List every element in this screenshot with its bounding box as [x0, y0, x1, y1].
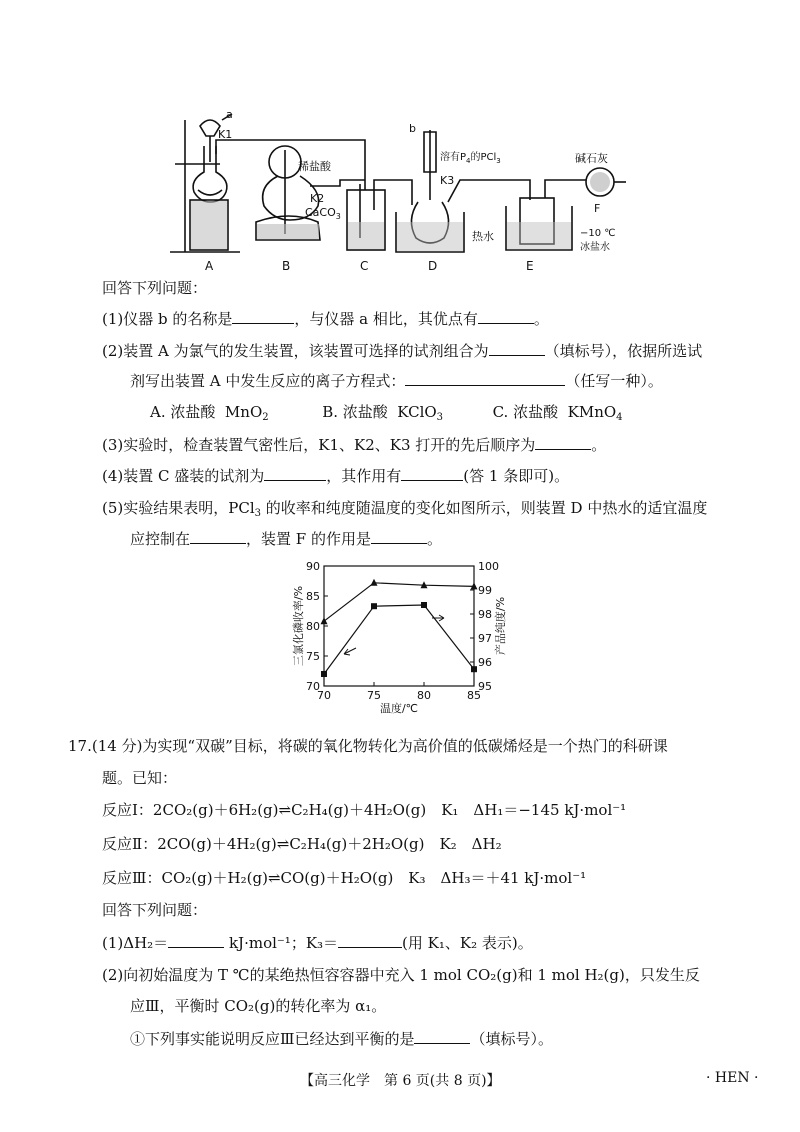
answer-blank[interactable] [489, 340, 545, 356]
label-ice-salt: 冰盐水 [580, 242, 610, 253]
x-tick-label: 70 [317, 689, 331, 702]
yield-purity-chart [282, 560, 522, 725]
label-hot-water: 热水 [472, 230, 494, 243]
q17-part2-line2: 应Ⅲ，平衡时 CO₂(g)的转化率为 α₁。 [130, 997, 387, 1015]
label-B: B [282, 259, 291, 273]
y-right-tick-label: 99 [478, 584, 492, 597]
data-point-purity [371, 579, 378, 586]
label-C: C [360, 259, 369, 273]
y-right-tick-label: 98 [478, 608, 492, 621]
arrow-right-series [432, 615, 444, 621]
answer-blank[interactable] [190, 528, 246, 544]
q17-intro: 回答下列问题： [102, 901, 208, 919]
y-right-tick-label: 100 [478, 560, 499, 573]
label-soda-lime: 碱石灰 [575, 152, 608, 165]
series-line-left [324, 605, 474, 674]
label-temp: −10 ℃ [580, 228, 616, 239]
data-point-yield [371, 603, 377, 609]
answer-blank[interactable] [405, 370, 565, 386]
apparatus-diagram [160, 110, 630, 278]
footer-code: · HEN · [706, 1070, 759, 1086]
x-tick-label: 85 [467, 689, 481, 702]
data-point-purity [321, 617, 328, 624]
q17-part2-line3: ①下列事实能说明反应Ⅲ已经达到平衡的是 （填标号）。 [130, 1030, 553, 1048]
label-b: b [409, 122, 416, 135]
answer-blank[interactable] [414, 1028, 470, 1044]
data-point-yield [321, 671, 327, 677]
y-right-tick-label: 95 [478, 680, 492, 693]
q17-number: 17. [68, 737, 92, 755]
y-left-tick-label: 85 [306, 590, 320, 603]
y-right-tick-label: 97 [478, 632, 492, 645]
option-c: C. 浓盐酸 KMnO$_4$ [492, 403, 623, 423]
q16-part3: (3)实验时，检查装置气密性后，K1、K2、K3 打开的先后顺序为 。 [102, 436, 607, 454]
data-point-yield [421, 602, 427, 608]
reaction-3: 反应Ⅲ：CO₂(g)＋H₂(g)⇌CO(g)＋H₂O(g) K₃ ΔH₃＝＋41 kJ·mol⁻¹ [102, 869, 587, 887]
footer-page-number: 【高三化学 第 6 页(共 8 页)】 [300, 1073, 501, 1089]
answer-blank[interactable] [371, 528, 427, 544]
q16-part2-line1: (2)装置 A 为氯气的发生装置，该装置可选择的试剂组合为 （填标号），依据所选试 [102, 342, 703, 360]
q16-part5-line1: (5)实验结果表明，PCl$_3$ 的收率和纯度随温度的变化如图所示，则装置 D 中热水的适宜温度 [102, 499, 708, 519]
y-left-tick-label: 75 [306, 650, 320, 663]
q16-part4: (4)装置 C 盛装的试剂为 ，其作用有 (答 1 条即可)。 [102, 467, 570, 485]
q17-header-line2: 题。已知： [102, 769, 178, 787]
q16-part1: (1)仪器 b 的名称是 ，与仪器 a 相比，其优点有 。 [102, 310, 549, 328]
y-left-tick-label: 70 [306, 680, 320, 693]
answer-blank[interactable] [478, 308, 534, 324]
label-k1: K1 [218, 128, 233, 141]
label-caco3: CaCO$_3$ [305, 206, 341, 221]
answer-blank[interactable] [535, 434, 591, 450]
option-b: B. 浓盐酸 KClO$_3$ [322, 403, 444, 423]
label-D: D [428, 259, 438, 273]
y-left-tick-label: 80 [306, 620, 320, 633]
label-E: E [526, 259, 534, 273]
reaction-2: 反应Ⅱ：2CO(g)＋4H₂(g)⇌C₂H₄(g)＋2H₂O(g) K₂ ΔH₂ [102, 835, 502, 853]
q17-part2-line1: (2)向初始温度为 T ℃的某绝热恒容容器中充入 1 mol CO₂(g)和 1 mol H₂(g)，只发生反 [102, 966, 700, 984]
arrow-left-series [344, 648, 356, 655]
y-right-axis-label: 产品纯度/% [494, 596, 507, 656]
label-A: A [205, 259, 214, 273]
answer-blank[interactable] [264, 465, 326, 481]
series-line-right [324, 583, 474, 621]
q17-part1: (1)ΔH₂＝ kJ·mol⁻¹；K₃＝ (用 K₁、K₂ 表示)。 [102, 934, 533, 952]
x-tick-label: 80 [417, 689, 431, 702]
q16-part2-options [150, 402, 623, 422]
label-k2: K2 [310, 192, 325, 205]
x-axis-label: 温度/℃ [379, 702, 419, 715]
label-a: a [226, 110, 233, 121]
label-p4-pcl3: 溶有$P_4$的PCl$_3$ [440, 152, 501, 165]
x-tick-label: 75 [367, 689, 381, 702]
answer-blank[interactable] [168, 932, 224, 948]
q17-header-line1: 17.(14 分)为实现“双碳”目标，将碳的氧化物转化为高价值的低碳烯烃是一个热门的科研课 [68, 737, 668, 755]
data-point-yield [471, 666, 477, 672]
option-a: A. 浓盐酸 MnO$_2$ [150, 403, 269, 423]
label-dilute-hcl: 稀盐酸 [298, 160, 331, 173]
label-k3: K3 [440, 174, 455, 187]
reaction-1: 反应Ⅰ：2CO₂(g)＋6H₂(g)⇌C₂H₄(g)＋4H₂O(g) K₁ ΔH₁＝−145 kJ·mol⁻¹ [102, 801, 627, 819]
y-left-tick-label: 90 [306, 560, 320, 573]
answer-blank[interactable] [232, 308, 294, 324]
q16-part5-line2: 应控制在 ，装置 F 的作用是 。 [130, 530, 442, 548]
answer-blank[interactable] [338, 932, 402, 948]
q16-part2-line2: 剂写出装置 A 中发生反应的离子方程式： （任写一种）。 [130, 372, 663, 390]
y-left-axis-label: 三氯化磷收率/% [292, 585, 305, 667]
q16-intro: 回答下列问题： [102, 279, 208, 297]
answer-blank[interactable] [401, 465, 463, 481]
y-right-tick-label: 96 [478, 656, 492, 669]
label-F: F [594, 202, 601, 215]
